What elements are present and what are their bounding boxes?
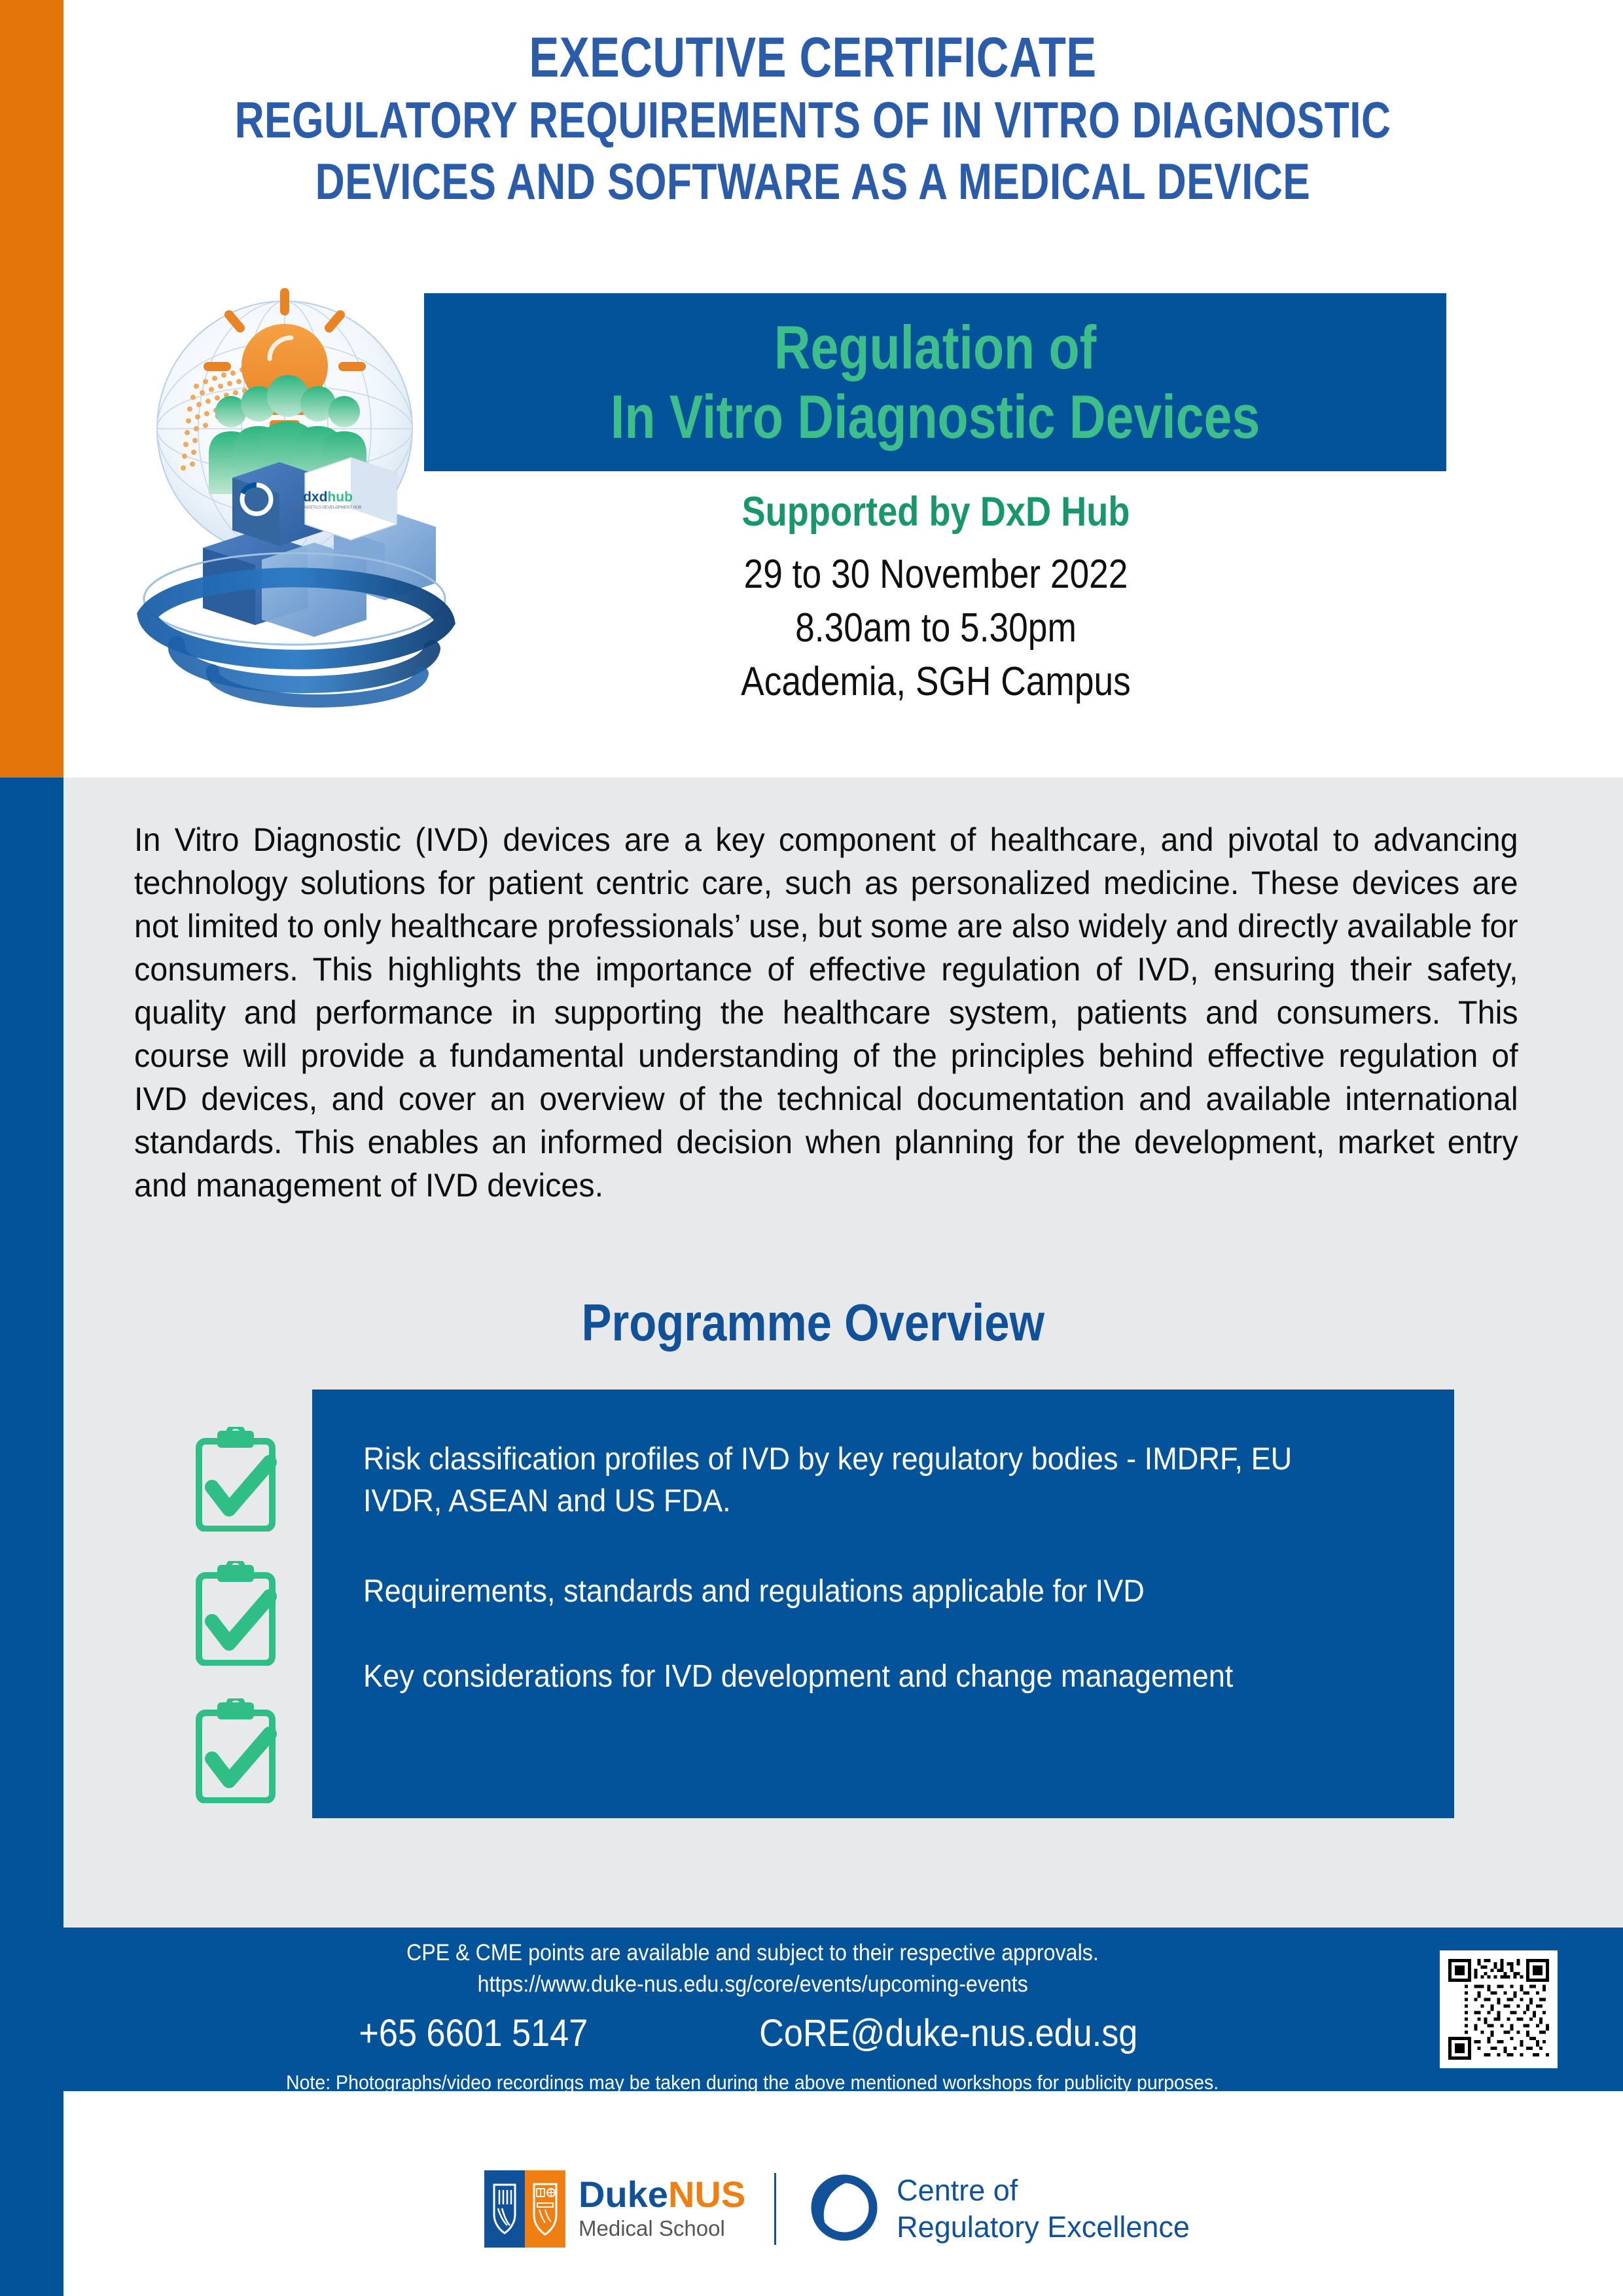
banner-line-1: Regulation of bbox=[774, 312, 1097, 382]
title-line-3: DEVICES AND SOFTWARE AS A MEDICAL DEVICE bbox=[315, 152, 1311, 210]
svg-text:dxdhub: dxdhub bbox=[303, 490, 353, 505]
logo-divider bbox=[774, 2173, 776, 2245]
email-address-text: CoRE@duke-nus.edu.sg bbox=[759, 2012, 1138, 2054]
event-dates: 29 to 30 November 2022 bbox=[743, 552, 1128, 597]
footer-content bbox=[131, 1937, 1374, 2097]
qr-code-icon[interactable] bbox=[1440, 1950, 1558, 2068]
nus-shield-icon bbox=[525, 2170, 565, 2248]
programme-item-text: Key considerations for IVD development and change management bbox=[363, 1659, 1234, 1694]
programme-item bbox=[363, 1571, 1384, 1613]
clipboard-check-icon bbox=[190, 1427, 281, 1532]
programme-item bbox=[363, 1439, 1384, 1522]
photo-note-text: Note: Photographs/video recordings may be taken during the above mentioned workshops for publicity purposes. bbox=[286, 2071, 1219, 2094]
duke-nus-wordmark bbox=[579, 2176, 745, 2242]
events-url-text: https://www.duke-nus.edu.sg/core/events/upcoming-events bbox=[477, 1971, 1028, 1997]
core-wordmark bbox=[897, 2172, 1190, 2246]
contact-row bbox=[131, 2011, 1374, 2056]
programme-item-text: Risk classification profiles of IVD by key regulatory bodies - IMDRF, EU IVDR, ASEAN and US FDA. bbox=[363, 1442, 1293, 1518]
core-logo bbox=[805, 2169, 1190, 2250]
duke-nus-logo bbox=[484, 2170, 745, 2248]
clipboard-check-icon bbox=[190, 1561, 281, 1666]
left-orange-bar bbox=[0, 0, 63, 778]
course-banner bbox=[424, 293, 1446, 471]
duke-word: Duke bbox=[579, 2174, 668, 2215]
clipboard-check-icon bbox=[190, 1698, 281, 1803]
supported-by-label: Supported by DxD Hub bbox=[741, 489, 1130, 535]
photo-note bbox=[131, 2068, 1374, 2097]
duke-nus-shields bbox=[484, 2170, 565, 2248]
duke-nus-name bbox=[579, 2176, 745, 2213]
event-info bbox=[458, 488, 1414, 709]
programme-overview-heading bbox=[63, 1293, 1562, 1353]
page-title bbox=[63, 26, 1562, 212]
duke-shield-icon bbox=[484, 2170, 525, 2248]
phone-number[interactable] bbox=[346, 2011, 601, 2056]
core-line-2: Regulatory Excellence bbox=[897, 2210, 1190, 2244]
core-line-1: Centre of bbox=[897, 2174, 1018, 2207]
svg-text:DIAGNOSTICS DEVELOPMENT HUB: DIAGNOSTICS DEVELOPMENT HUB bbox=[294, 506, 362, 510]
partner-logos bbox=[484, 2153, 1190, 2265]
course-banner-text bbox=[611, 313, 1260, 452]
title-line-2: REGULATORY REQUIREMENTS OF IN VITRO DIAGNOSTIC bbox=[234, 91, 1391, 149]
cpe-cme-note-text: CPE & CME points are available and subject to their respective approvals. bbox=[406, 1940, 1099, 1965]
banner-line-2: In Vitro Diagnostic Devices bbox=[610, 382, 1260, 451]
cpe-cme-note bbox=[131, 1937, 1374, 1969]
events-url[interactable] bbox=[131, 1969, 1374, 2000]
duke-nus-subtitle: Medical School bbox=[579, 2216, 725, 2240]
core-ring-icon bbox=[805, 2169, 882, 2250]
programme-overview-heading-text: Programme Overview bbox=[581, 1293, 1044, 1352]
title-line-1: EXECUTIVE CERTIFICATE bbox=[529, 26, 1097, 89]
programme-item-text: Requirements, standards and regulations applicable for IVD bbox=[363, 1574, 1145, 1609]
course-description: In Vitro Diagnostic (IVD) devices are a key component of healthcare, and pivotal to advancing technology solutions for patient centric care, such as personalized medicine. These devices are not limited to only healthcare professionals’ use, but some are also widely and directly available for consumers. This highlights the importance of effective regulation of IVD, ensuring their safety, quality and performance in supporting the healthcare system, patients and consumers. This course will provide a fundamental understanding of the principles behind effective regulation of IVD devices, and cover an overview of the technical documentation and available international standards. This enables an informed decision when planning for the development, market entry and management of IVD devices. bbox=[134, 821, 1518, 1204]
cube-stack bbox=[203, 457, 436, 637]
nus-word: NUS bbox=[668, 2174, 746, 2215]
left-blue-bar bbox=[0, 778, 63, 2296]
event-time: 8.30am to 5.30pm bbox=[795, 605, 1077, 651]
email-address[interactable] bbox=[738, 2011, 1158, 2056]
programme-item bbox=[363, 1656, 1384, 1698]
event-venue: Academia, SGH Campus bbox=[741, 659, 1131, 704]
phone-number-text: +65 6601 5147 bbox=[359, 2012, 588, 2054]
